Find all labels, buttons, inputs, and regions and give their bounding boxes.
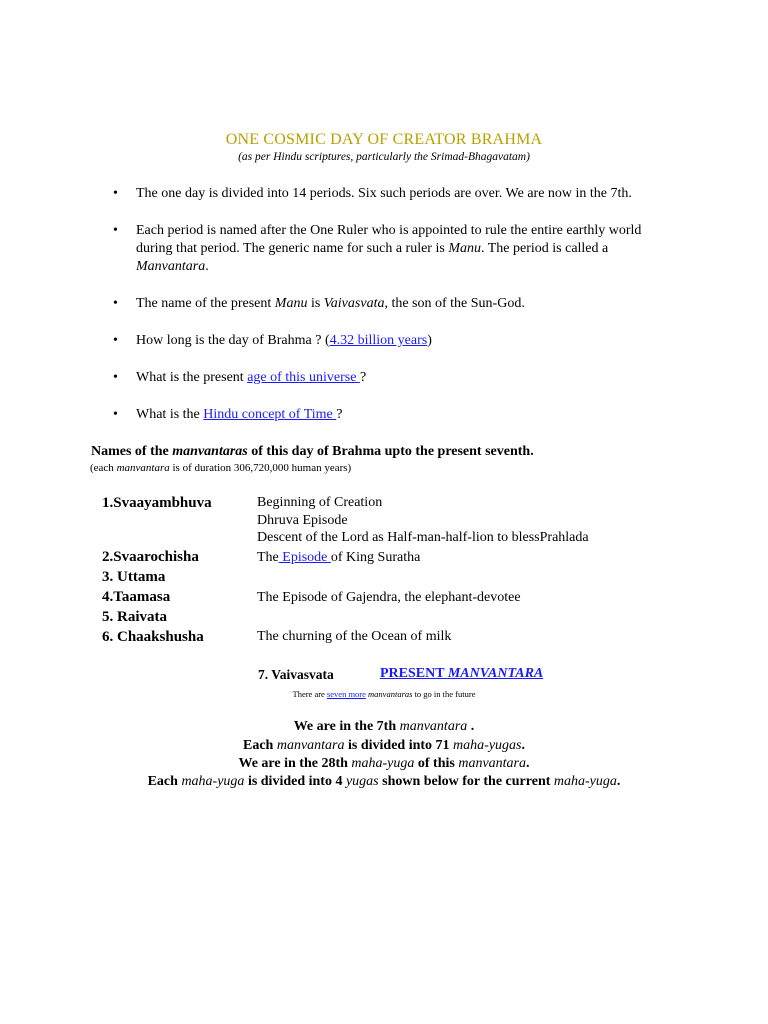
manvantara-event: Descent of the Lord as Half-man-half-lion to blessPrahlada bbox=[257, 530, 589, 545]
page-title: ONE COSMIC DAY OF CREATOR BRAHMA bbox=[225, 131, 543, 148]
note-emphasis: manvantaras bbox=[368, 689, 413, 699]
manvantara-name-4: 4.Taamasa bbox=[102, 589, 171, 605]
time-concept-link[interactable]: Hindu concept of Time bbox=[203, 407, 337, 422]
suratha-episode-link[interactable]: Episode bbox=[278, 550, 331, 565]
bullet-text: The name of the present bbox=[136, 296, 275, 311]
line-text: . bbox=[526, 756, 530, 771]
manvantara-duration-note bbox=[90, 462, 351, 474]
bullet-text: What is the present bbox=[136, 370, 248, 385]
line-emphasis: maha-yuga bbox=[181, 774, 245, 789]
line-emphasis: maha-yuga bbox=[351, 756, 415, 771]
line-text: . bbox=[467, 719, 475, 734]
list-item bbox=[104, 369, 664, 387]
list-item bbox=[104, 295, 664, 313]
link-emphasis: MANVANTARA bbox=[447, 666, 544, 681]
manvantara-name-5: 5. Raivata bbox=[102, 609, 167, 625]
bullet-text: ? bbox=[336, 407, 343, 422]
line-emphasis: manvantara bbox=[458, 756, 527, 771]
bullet-emphasis: Manvantara bbox=[136, 259, 206, 274]
page-subtitle: (as per Hindu scriptures, particularly the Srimad-Bhagavatam) bbox=[238, 151, 530, 163]
summary-line bbox=[0, 738, 768, 754]
manvantara-name-3: 3. Uttama bbox=[102, 569, 166, 585]
bullet-icon: • bbox=[113, 186, 118, 201]
universe-age-link[interactable]: age of this universe bbox=[247, 370, 360, 385]
bullet-text: , the son of the Sun-God. bbox=[384, 296, 525, 311]
bullet-text: . The period is called a bbox=[480, 241, 609, 256]
seven-more-link[interactable]: seven more bbox=[326, 689, 366, 699]
heading-emphasis: manvantaras bbox=[172, 444, 248, 459]
bullet-emphasis: Manu bbox=[274, 296, 308, 311]
line-text: is divided into 71 bbox=[344, 738, 454, 753]
link-text: PRESENT bbox=[380, 666, 448, 681]
manvantara-name-7: 7. Vaivasvata bbox=[258, 667, 334, 682]
list-item bbox=[104, 406, 664, 424]
present-manvantara-link[interactable] bbox=[380, 666, 543, 682]
bullet-text: is bbox=[307, 296, 324, 311]
summary-line bbox=[0, 756, 768, 772]
line-text: We are in the 28th bbox=[238, 756, 352, 771]
line-emphasis: maha-yugas bbox=[453, 738, 522, 753]
summary-line bbox=[0, 719, 768, 735]
manvantara-event: The Episode of Gajendra, the elephant-devotee bbox=[257, 590, 521, 605]
bullet-text: The one day is divided into 14 periods. Six such periods are over. We are now in the 7th. bbox=[136, 186, 632, 201]
note-text: is of duration 306,720,000 human years) bbox=[169, 462, 352, 474]
heading-text: of this day of Brahma upto the present seventh. bbox=[247, 444, 534, 459]
manvantara-name-1: 1.Svaayambhuva bbox=[102, 495, 212, 511]
bullet-text: Each period is named after the One Ruler who is appointed to rule the entire earthly world during that period. The generic name for such a ruler is bbox=[136, 223, 642, 256]
line-emphasis: manvantara bbox=[276, 738, 345, 753]
bullet-text: ) bbox=[427, 333, 432, 348]
bullet-icon: • bbox=[113, 333, 118, 348]
line-text: of this bbox=[414, 756, 459, 771]
bullet-icon: • bbox=[113, 296, 118, 311]
event-text: The bbox=[257, 550, 279, 565]
line-text: Each bbox=[243, 738, 277, 753]
note-emphasis: manvantara bbox=[116, 462, 170, 474]
manvantara-event bbox=[257, 550, 420, 566]
bullet-text: . bbox=[205, 259, 209, 274]
manvantara-event: The churning of the Ocean of milk bbox=[257, 629, 452, 644]
list-item bbox=[104, 222, 664, 276]
bullet-emphasis: Vaivasvata bbox=[323, 296, 385, 311]
line-emphasis: maha-yuga bbox=[553, 774, 617, 789]
bullet-list bbox=[104, 185, 664, 424]
bullet-text: What is the bbox=[136, 407, 204, 422]
bullet-icon: • bbox=[113, 407, 118, 422]
line-emphasis: manvantara bbox=[399, 719, 468, 734]
line-text: is divided into 4 bbox=[244, 774, 346, 789]
note-text: to go in the future bbox=[412, 689, 476, 699]
note-text: (each bbox=[90, 462, 117, 474]
manvantara-name-6: 6. Chaakshusha bbox=[102, 629, 204, 645]
future-manvantaras-note bbox=[0, 689, 768, 699]
line-text: . bbox=[521, 738, 525, 753]
bullet-icon: • bbox=[113, 370, 118, 385]
line-emphasis: yugas bbox=[345, 774, 379, 789]
manvantara-names-heading bbox=[91, 444, 534, 460]
line-text: . bbox=[616, 774, 621, 789]
bullet-text: How long is the day of Brahma ? ( bbox=[136, 333, 330, 348]
event-text: of King Suratha bbox=[330, 550, 421, 565]
note-text: There are bbox=[292, 689, 327, 699]
list-item bbox=[104, 332, 664, 350]
summary-line bbox=[0, 774, 768, 790]
line-text: We are in the 7th bbox=[293, 719, 400, 734]
bullet-emphasis: Manu bbox=[448, 241, 481, 256]
manvantara-name-2: 2.Svaarochisha bbox=[102, 549, 199, 565]
heading-text: Names of the bbox=[91, 444, 173, 459]
list-item bbox=[104, 185, 664, 203]
day-length-link[interactable]: 4.32 billion years bbox=[329, 333, 428, 348]
line-text: Each bbox=[147, 774, 182, 789]
manvantara-event: Dhruva Episode bbox=[257, 513, 348, 528]
bullet-text: ? bbox=[359, 370, 367, 385]
line-text: shown below for the current bbox=[378, 774, 554, 789]
bullet-icon: • bbox=[113, 223, 118, 238]
manvantara-event: Beginning of Creation bbox=[257, 495, 383, 510]
